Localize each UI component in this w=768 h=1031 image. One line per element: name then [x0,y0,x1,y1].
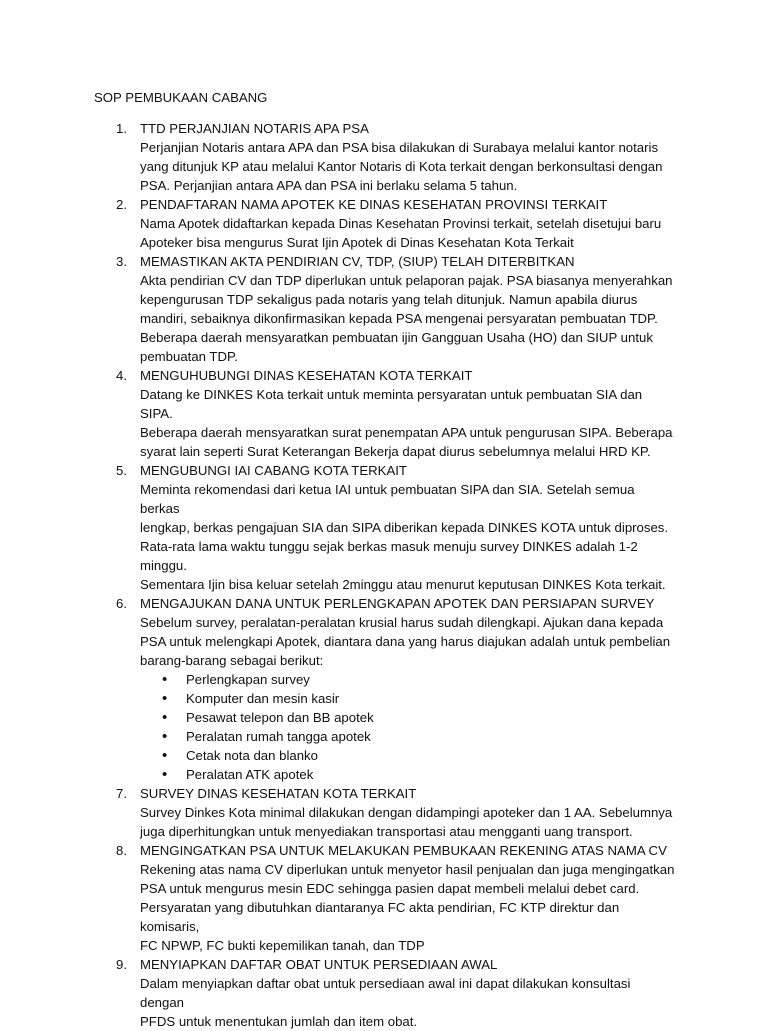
step-title: PENDAFTARAN NAMA APOTEK KE DINAS KESEHATAN PROVINSI TERKAIT [140,197,608,212]
step-number: 6. [116,596,127,611]
step-body-line: Survey Dinkes Kota minimal dilakukan dengan didampingi apoteker dan 1 AA. Sebelumnya [140,805,673,820]
step-body-line: Dalam menyiapkan daftar obat untuk persediaan awal ini dapat dilakukan konsultasi dengan [140,976,631,1010]
step-number: 7. [116,786,127,801]
sop-step [0,784,768,841]
step-body-line: yang ditunjuk KP atau melalui Kantor Notaris di Kota terkait dengan berkonsultasi dengan [140,159,663,174]
sop-steps-list [0,119,768,1031]
step-body-line: FC NPWP, FC bukti kepemilikan tanah, dan TDP [140,938,425,953]
step-title: MENYIAPKAN DAFTAR OBAT UNTUK PERSEDIAAN AWAL [140,957,498,972]
sop-step [0,841,768,955]
step-body-line: Rekening atas nama CV diperlukan untuk menyetor hasil penjualan dan juga mengingatkan [140,862,675,877]
sop-step [0,252,768,366]
document-title: SOP PEMBUKAAN CABANG [94,90,268,105]
step-body-line: Meminta rekomendasi dari ketua IAI untuk pembuatan SIPA dan SIA. Setelah semua berkas [140,482,635,516]
step-title: MENGUHUBUNGI DINAS KESEHATAN KOTA TERKAIT [140,368,473,383]
step-number: 1. [116,121,127,136]
bullet-item: • Peralatan rumah tangga apotek [140,727,768,746]
sop-step [0,195,768,252]
step-body-line: PSA. Perjanjian antara APA dan PSA ini berlaku selama 5 tahun. [140,178,518,193]
sop-step [0,594,768,784]
step-body-line: Rata-rata lama waktu tunggu sejak berkas masuk menuju survey DINKES adalah 1-2 minggu. [140,539,638,573]
step-body-line: Nama Apotek didaftarkan kepada Dinas Kesehatan Provinsi terkait, setelah disetujui baru [140,216,662,231]
sop-step [0,461,768,594]
step-body-line: barang-barang sebagai berikut: [140,653,324,668]
step-body-line: Persyaratan yang dibutuhkan diantaranya FC akta pendirian, FC KTP direktur dan komisaris, [140,900,620,934]
bullet-item: • Perlengkapan survey [140,670,768,689]
bullet-item: • Cetak nota dan blanko [140,746,768,765]
bullet-item: • Pesawat telepon dan BB apotek [140,708,768,727]
step-body-line: Sebelum survey, peralatan-peralatan krusial harus sudah dilengkapi. Ajukan dana kepada [140,615,664,630]
step-body-line: Sementara Ijin bisa keluar setelah 2minggu atau menurut keputusan DINKES Kota terkait. [140,577,666,592]
step-body-line: PSA untuk mengurus mesin EDC sehingga pasien dapat membeli melalui debet card. [140,881,640,896]
step-title: MENGAJUKAN DANA UNTUK PERLENGKAPAN APOTEK DAN PERSIAPAN SURVEY [140,596,655,611]
sop-step [0,955,768,1031]
step-body-line: Apoteker bisa mengurus Surat Ijin Apotek di Dinas Kesehatan Kota Terkait [140,235,574,250]
step-number: 9. [116,957,127,972]
item-bullet-list [140,670,768,784]
step-title: MENGINGATKAN PSA UNTUK MELAKUKAN PEMBUKAAN REKENING ATAS NAMA CV [140,843,667,858]
sop-step [0,366,768,461]
step-number: 5. [116,463,127,478]
step-body-line: PSA untuk melengkapi Apotek, diantara dana yang harus diajukan adalah untuk pembelian [140,634,671,649]
step-body-line: pembuatan TDP. [140,349,238,364]
step-body-line: kepengurusan TDP sekaligus pada notaris yang telah ditunjuk. Namun apabila diurus [140,292,638,307]
sop-step [0,119,768,195]
step-number: 3. [116,254,127,269]
step-title: MENGUBUNGI IAI CABANG KOTA TERKAIT [140,463,407,478]
step-body-line: syarat lain seperti Surat Keterangan Bekerja dapat diurus sebelumnya melalui HRD KP. [140,444,651,459]
step-body-line: PFDS untuk menentukan jumlah dan item obat. [140,1014,418,1029]
step-body-line: Akta pendirian CV dan TDP diperlukan untuk pelaporan pajak. PSA biasanya menyerahkan [140,273,673,288]
step-title: TTD PERJANJIAN NOTARIS APA PSA [140,121,369,136]
step-title: MEMASTIKAN AKTA PENDIRIAN CV, TDP, (SIUP) TELAH DITERBITKAN [140,254,575,269]
step-title: SURVEY DINAS KESEHATAN KOTA TERKAIT [140,786,417,801]
step-body-line: Perjanjian Notaris antara APA dan PSA bisa dilakukan di Surabaya melalui kantor notaris [140,140,659,155]
step-body-line: mandiri, sebaiknya dikonfirmasikan kepada PSA mengenai persyaratan pembuatan TDP. [140,311,658,326]
step-body-line: Datang ke DINKES Kota terkait untuk meminta persyaratan untuk pembuatan SIA dan SIPA. [140,387,643,421]
step-body-line: Beberapa daerah mensyaratkan pembuatan ijin Gangguan Usaha (HO) dan SIUP untuk [140,330,653,345]
bullet-item: • Peralatan ATK apotek [140,765,768,784]
bullet-item: • Komputer dan mesin kasir [140,689,768,708]
step-number: 4. [116,368,127,383]
step-number: 2. [116,197,127,212]
step-body-line: juga diperhitungkan untuk menyediakan transportasi atau mengganti uang transport. [140,824,633,839]
step-number: 8. [116,843,127,858]
step-body-line: Beberapa daerah mensyaratkan surat penempatan APA untuk pengurusan SIPA. Beberapa [140,425,673,440]
step-body-line: lengkap, berkas pengajuan SIA dan SIPA diberikan kepada DINKES KOTA untuk diproses. [140,520,669,535]
